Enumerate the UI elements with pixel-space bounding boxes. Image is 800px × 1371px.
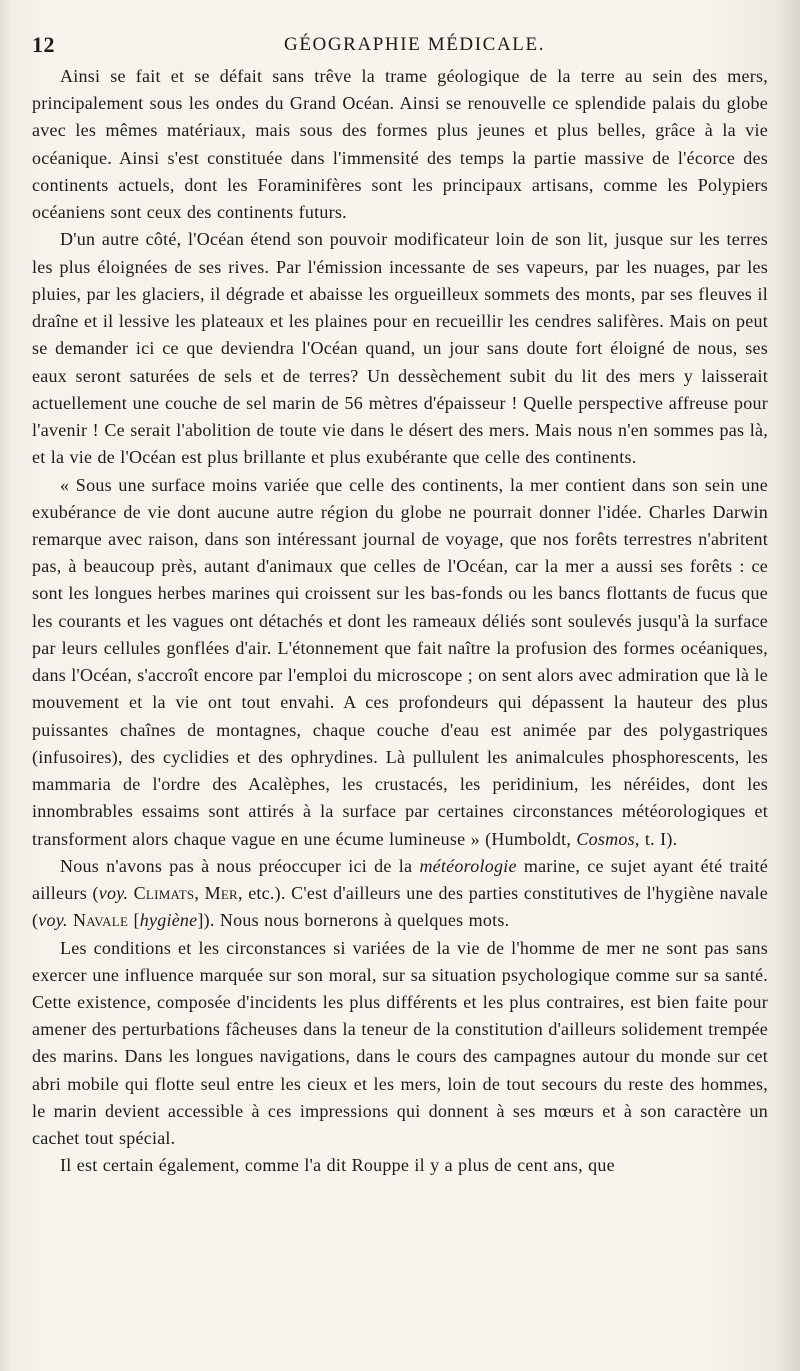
text-run: Il est certain également, comme l'a dit Rouppe il y a plus de cent ans, que <box>60 1155 615 1176</box>
text-run: marine, ce sujet ayant été traité ailleurs ( <box>32 855 768 904</box>
small-caps-text: Navale <box>73 910 129 931</box>
italic-text: Cosmos <box>576 828 635 849</box>
text-run: Ainsi se fait et se défait sans trêve la trame géologique de la terre au sein des mers, principalement sous les ondes du Grand Océan. Ainsi se renouvelle ce splendide palais du globe avec les mêmes matériaux, mais sous des formes plus jeunes et plus belles, grâce à la vie océanique. Ainsi s'est constituée dans l'immensité des temps la partie massive de l'écorce des continents actuels, dont les Foraminifères sont les principaux artisans, comme les Polypiers océaniens sont ceux des continents futurs. <box>32 66 768 223</box>
italic-text: voy. <box>38 910 68 931</box>
text-run: Les conditions et les circonstances si variées de la vie de l'homme de mer ne sont pas sans exercer une influence marquée sur son moral, sur sa situation psychologique comme sur sa santé. Cette existence, composée d'incidents les plus différents et les plus contraires, est bien faite pour amener des perturbations fâcheuses dans la teneur de la constitution d'ailleurs solidement trempée des marins. Dans les longues navigations, dans le cours des campagnes autour du monde sur cet abri mobile qui flotte seul entre les cieux et les mers, loin de tout secours du reste des hommes, le marin devient accessible à ces impressions qui donnent à ses mœurs et à son caractère un cachet tout spécial. <box>32 937 768 1149</box>
body-text <box>32 63 768 1363</box>
text-run: , etc.). C'est d'ailleurs une des parties constitutives de l'hygiène navale ( <box>32 883 768 931</box>
paragraph <box>32 63 768 226</box>
small-caps-text: Climats <box>133 883 195 904</box>
paragraph <box>32 853 768 935</box>
paragraph <box>32 935 768 1153</box>
text-run: , t. I). <box>634 828 678 849</box>
page-number: 12 <box>32 32 55 57</box>
small-caps-text: Mer <box>204 883 238 904</box>
text-run: , <box>194 883 205 904</box>
page-header <box>32 30 772 60</box>
running-head: GÉOGRAPHIE MÉDICALE. <box>284 34 546 55</box>
paragraph <box>32 472 768 853</box>
page-edge-shadow <box>0 0 12 1371</box>
text-run: « Sous une surface moins variée que celle des continents, la mer contient dans son sein une exubérance de vie dont aucune autre région du globe ne pourrait donner l'idée. Charles Darwin remarque avec raison, dans son intéressant journal de voyage, que nos forêts terrestres n'abritent pas, à beaucoup près, autant d'animaux que celles de l'Océan, car la mer a aussi ses forêts : ce sont les longues herbes marines qui croissent sur les bas-fonds ou les bancs flottants de fucus que les courants et les vagues ont détachés et dont les rameaux déliés sont soulevés jusqu'à la surface par leurs cellules gonflées d'air. L'étonnement que fait naître la profusion des formes océaniques, dans l'Océan, s'accroît encore par l'emploi du microscope ; on sent alors avec admiration que là le mouvement et la vie ont tout envahi. A ces profondeurs qui dépassent la hauteur des plus puissantes chaînes de montagnes, chaque couche d'eau est animée par des polygastriques (infusoires), des cyclidies et des ophrydines. Là pullulent les animalcules phosphorescents, les mammaria de l'ordre des Acalèphes, les crustacés, les peridinium, les néréides, dont les innombrables essaims sont attirés à la surface par certaines circonstances météorologiques et transforment alors chaque vague en une écume lumineuse » (Humboldt, <box>32 474 768 849</box>
paragraph <box>32 226 768 471</box>
paragraph <box>32 1152 768 1179</box>
italic-text: hygiène <box>139 910 198 931</box>
text-run: [ <box>128 910 140 931</box>
italic-text: voy. <box>98 883 129 904</box>
italic-text: météorologie <box>419 855 517 876</box>
text-run: Nous n'avons pas à nous préoccuper ici de la <box>60 855 420 876</box>
spine-shadow <box>774 0 800 1371</box>
text-run: ]). Nous nous bornerons à quelques mots. <box>197 910 510 931</box>
text-run: D'un autre côté, l'Océan étend son pouvoir modificateur loin de son lit, jusque sur les terres les plus éloignées de ses rives. Par l'émission incessante de ses vapeurs, par les nuages, par les pluies, par les glaciers, il dégrade et abaisse les orgueilleux sommets des monts, par ses fleuves il draîne et il lessive les plateaux et les plaines pour en recueillir les cendres salifères. Mais on peut se demander ici ce que deviendra l'Océan quand, un jour sans doute fort éloigné de nous, ses eaux seront saturées de sels et de terres? Un dessèchement subit du lit des mers y laisserait actuellement une couche de sel marin de 56 mètres d'épaisseur ! Quelle perspective affreuse pour l'avenir ! Ce serait l'abolition de toute vie dans le désert des mers. Mais nous n'en sommes pas là, et la vie de l'Océan est plus brillante et plus exubérante que celle des continents. <box>32 229 768 468</box>
